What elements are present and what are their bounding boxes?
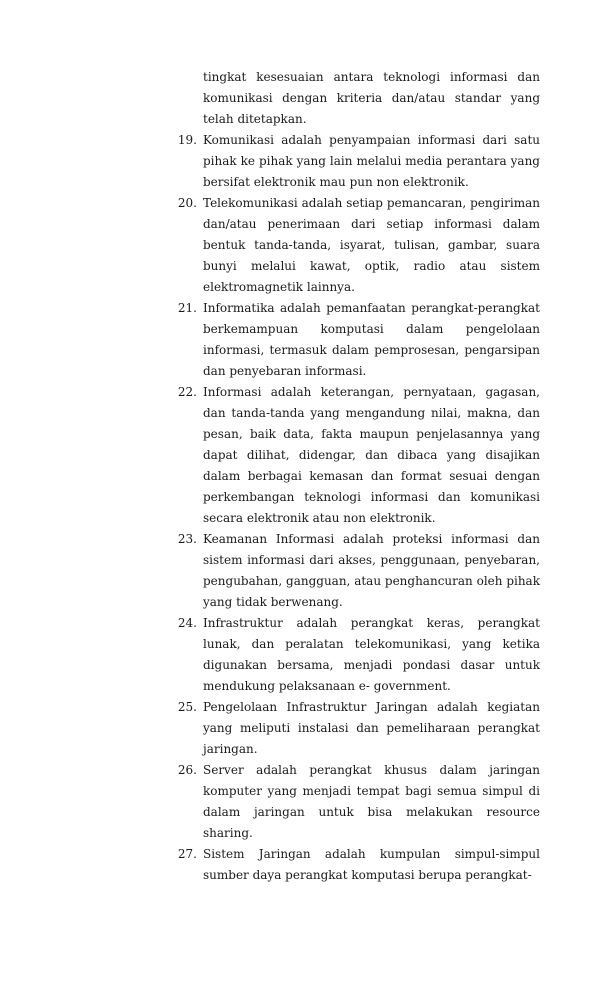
item-text: Keamanan Informasi adalah proteksi informasi dan sistem informasi dari akses, penggunaan, penyebaran, pengubahan, gangguan, atau penghancuran oleh pihak yang tidak berwenang.	[203, 532, 540, 609]
item-text: Komunikasi adalah penyampaian informasi dari satu pihak ke pihak yang lain melalui media perantara yang bersifat elektronik mau pun non elektronik.	[203, 133, 540, 189]
item-text: Pengelolaan Infrastruktur Jaringan adalah kegiatan yang meliputi instalasi dan pemeliharaan perangkat jaringan.	[203, 700, 540, 756]
item-number: 22.	[177, 385, 197, 399]
item-text: Sistem Jaringan adalah kumpulan simpul-simpul sumber daya perangkat komputasi berupa perangkat-	[203, 847, 540, 882]
list-item	[170, 697, 540, 760]
list-item	[170, 382, 540, 529]
list-item	[170, 613, 540, 697]
item-text: Informasi adalah keterangan, pernyataan, gagasan, dan tanda-tanda yang mengandung nilai, makna, dan pesan, baik data, fakta maupun penjelasannya yang dapat dilihat, didengar, dan dibaca yang disajikan dalam berbagai kemasan dan format sesuai dengan perkembangan teknologi informasi dan komunikasi secara elektronik atau non elektronik.	[203, 385, 540, 525]
definition-list	[170, 67, 540, 886]
list-item	[170, 193, 540, 298]
item-number: 20.	[177, 196, 197, 210]
item-number: 24.	[177, 616, 197, 630]
item-number: 23.	[177, 532, 197, 546]
item-number: 21.	[177, 301, 197, 315]
item-number: 25.	[177, 700, 197, 714]
list-item	[170, 130, 540, 193]
item-number: 27.	[177, 847, 197, 861]
item-number: 26.	[177, 763, 197, 777]
list-item	[170, 760, 540, 844]
item-number: 19.	[177, 133, 197, 147]
item-text: Telekomunikasi adalah setiap pemancaran, pengiriman dan/atau penerimaan dari setiap informasi dalam bentuk tanda-tanda, isyarat, tulisan, gambar, suara bunyi melalui kawat, optik, radio atau sistem elektromagnetik lainnya.	[203, 196, 540, 294]
list-item	[170, 529, 540, 613]
item-text: Infrastruktur adalah perangkat keras, perangkat lunak, dan peralatan telekomunikasi, yang ketika digunakan bersama, menjadi pondasi dasar untuk mendukung pelaksanaan e- government.	[203, 616, 540, 693]
list-item	[170, 298, 540, 382]
list-item	[170, 844, 540, 886]
item-text: Server adalah perangkat khusus dalam jaringan komputer yang menjadi tempat bagi semua simpul di dalam jaringan untuk bisa melakukan resource sharing.	[203, 763, 540, 840]
numbered-items	[170, 130, 540, 886]
continuation-paragraph: tingkat kesesuaian antara teknologi informasi dan komunikasi dengan kriteria dan/atau standar yang telah ditetapkan.	[203, 70, 540, 126]
item-text: Informatika adalah pemanfaatan perangkat-perangkat berkemampuan komputasi dalam pengelolaan informasi, termasuk dalam pemprosesan, pengarsipan dan penyebaran informasi.	[203, 301, 540, 378]
